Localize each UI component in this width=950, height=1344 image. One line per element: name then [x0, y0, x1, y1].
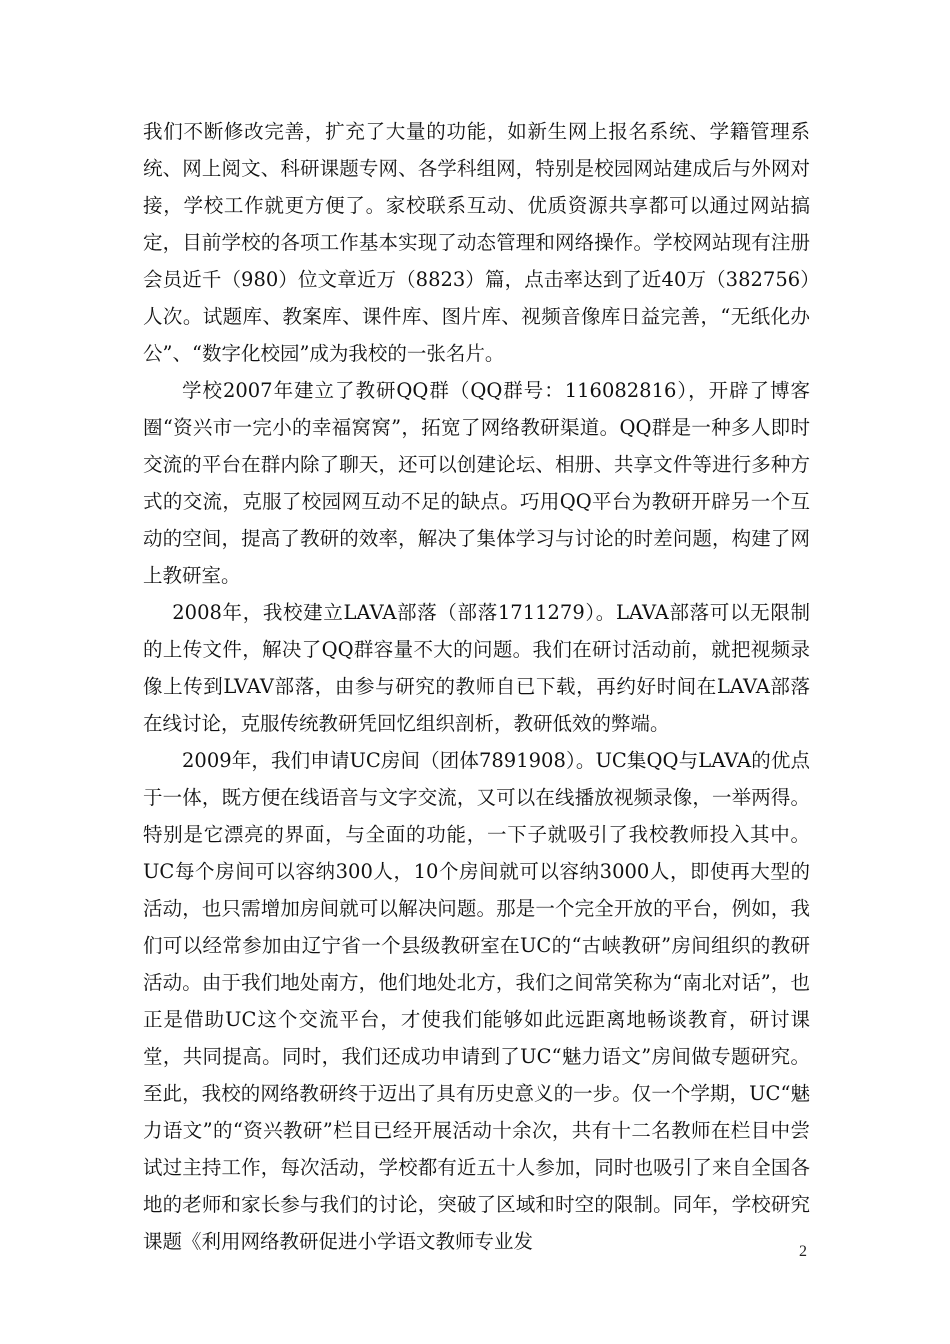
page-number: 2: [799, 1243, 807, 1260]
paragraph-1: 我们不断修改完善，扩充了大量的功能，如新生网上报名系统、学籍管理系统、网上阅文、科研课题专网、各学科组网，特别是校园网站建成后与外网对接，学校工作就更方便了。家校联系互动、优质资源共享都可以通过网站搞定，目前学校的各项工作基本实现了动态管理和网络操作。学校网站现有注册会员近千（980）位文章近万（8823）篇，点击率达到了近40万（382756）人次。试题库、教案库、课件库、图片库、视频音像库日益完善，“无纸化办公”、“数字化校园”成为我校的一张名片。: [143, 120, 810, 365]
paragraph-2: 学校2007年建立了教研QQ群（QQ群号：116082816），开辟了博客圈“资兴市一完小的幸福窝窝”，拓宽了网络教研渠道。QQ群是一种多人即时交流的平台在群内除了聊天，还可以创建论坛、相册、共享文件等进行多种方式的交流，克服了校园网互动不足的缺点。巧用QQ平台为教研开辟另一个互动的空间，提高了教研的效率，解决了集体学习与讨论的时差问题，构建了网上教研室。: [143, 379, 810, 587]
paragraph-4: 2009年，我们申请UC房间（团体7891908）。UC集QQ与LAVA的优点于一体，既方便在线语音与文字交流，又可以在线播放视频录像，一举两得。特别是它漂亮的界面，与全面的功能，一下子就吸引了我校教师投入其中。UC每个房间可以容纳300人，10个房间就可以容纳3000人，即使再大型的活动，也只需增加房间就可以解决问题。那是一个完全开放的平台，例如，我们可以经常参加由辽宁省一个县级教研室在UC的“古峡教研”房间组织的教研活动。由于我们地处南方，他们地处北方，我们之间常笑称为“南北对话”，也正是借助UC这个交流平台，才使我们能够如此远距离地畅谈教育，研讨课堂，共同提高。同时，我们还成功申请到了UC“魅力语文”房间做专题研究。至此，我校的网络教研终于迈出了具有历史意义的一步。仅一个学期，UC“魅力语文”的“资兴教研”栏目已经开展活动十余次，共有十二名教师在栏目中尝试过主持工作，每次活动，学校都有近五十人参加，同时也吸引了来自全国各地的老师和家长参与我们的讨论，突破了区域和时空的限制。同年，学校研究课题《利用网络教研促进小学语文教师专业发: [143, 749, 810, 1253]
document-body: [143, 113, 810, 1260]
paragraph-3: 2008年，我校建立LAVA部落（部落1711279）。LAVA部落可以无限制的上传文件，解决了QQ群容量不大的问题。我们在研讨活动前，就把视频录像上传到LVAV部落，由参与研究的教师自已下载，再约好时间在LAVA部落在线讨论，克服传统教研凭回忆组织剖析，教研低效的弊端。: [143, 601, 810, 735]
